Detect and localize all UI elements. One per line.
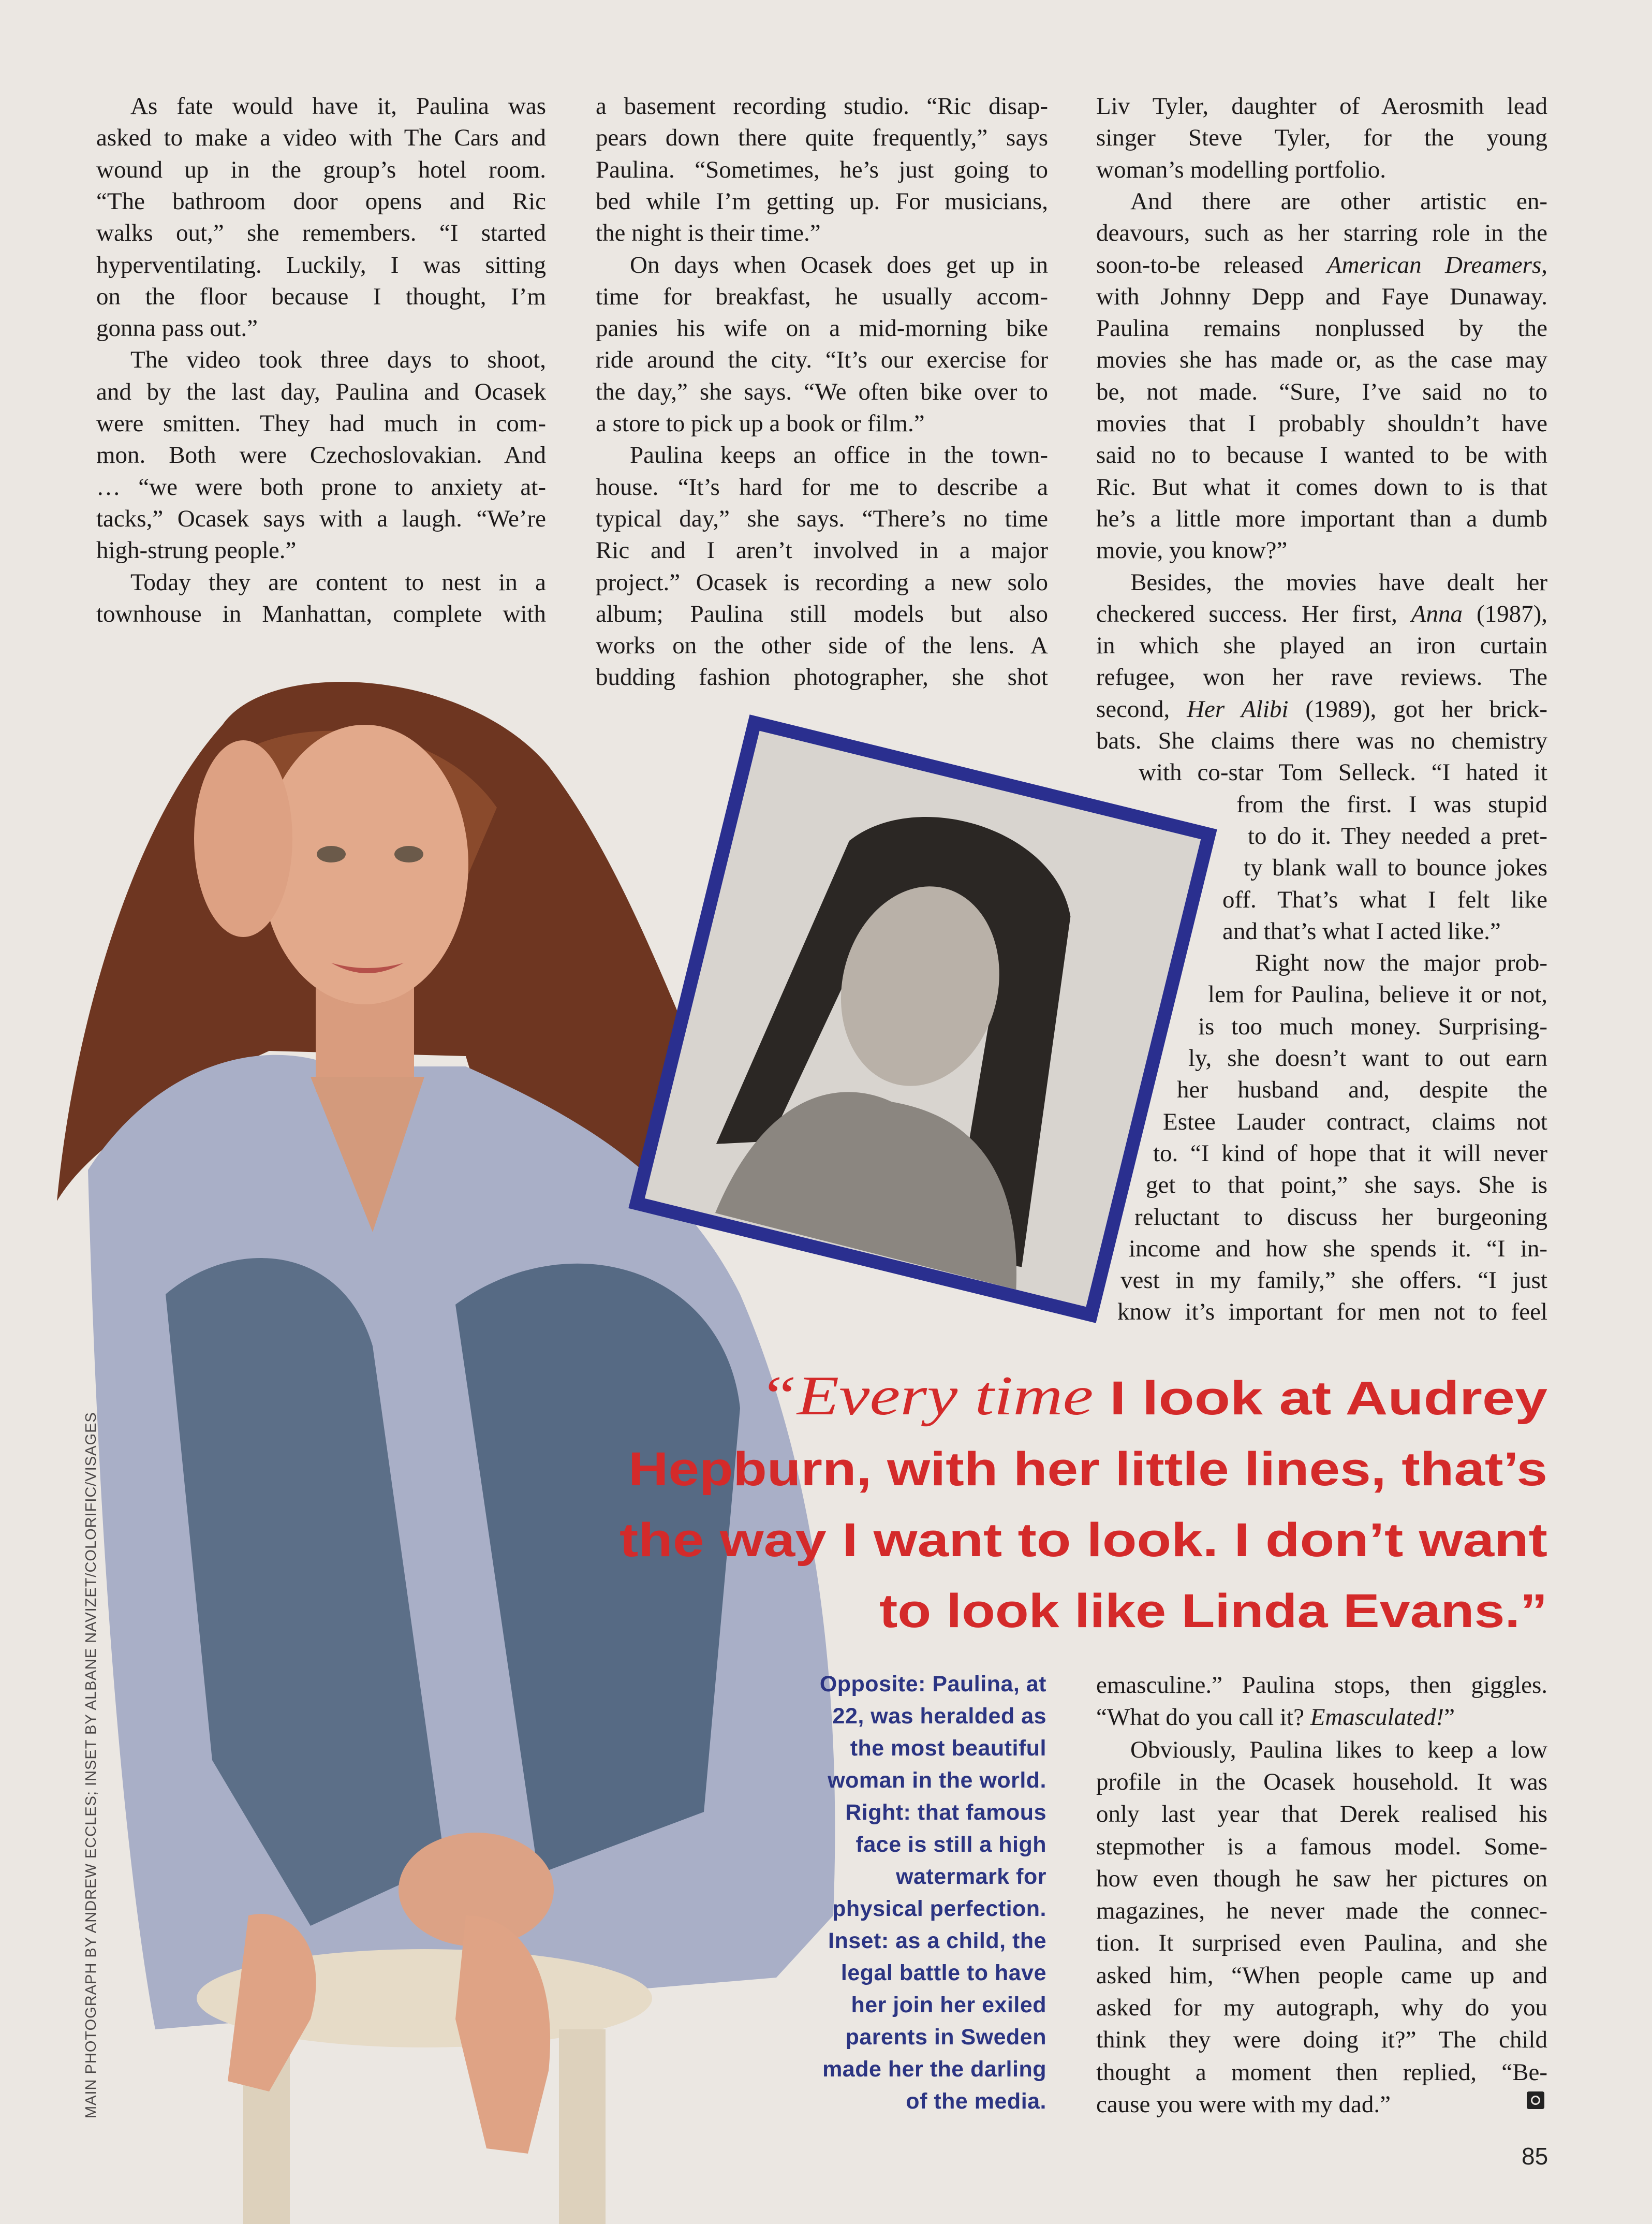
text-line: works on the other side of the lens. A xyxy=(596,632,1048,660)
caption-line: watermark for xyxy=(896,1864,1046,1889)
text-line: checkered success. Her first, Anna (1987), xyxy=(1096,600,1547,627)
text-line: movies that I probably shouldn’t have xyxy=(1096,410,1547,437)
text-line: And there are other artistic en- xyxy=(1130,187,1547,215)
text-line: ty blank wall to bounce jokes xyxy=(1244,854,1547,882)
text-line: hyperventilating. Luckily, I was sitting xyxy=(96,251,546,279)
text-line: refugee, won her rave reviews. The xyxy=(1096,664,1547,691)
caption-line: Right: that famous xyxy=(845,1800,1046,1825)
text-line: vest in my family,” she offers. “I just xyxy=(1120,1267,1547,1294)
text-line: and by the last day, Paulina and Ocasek xyxy=(96,378,546,405)
italic-title: Anna xyxy=(1411,600,1463,627)
text-line: to do it. They needed a pret- xyxy=(1248,822,1547,850)
caption-line: parents in Sweden xyxy=(845,2025,1046,2050)
text-line: know it’s important for men not to feel xyxy=(1117,1298,1547,1326)
text-line: typical day,” she says. “There’s no time xyxy=(596,505,1048,532)
caption-line: woman in the world. xyxy=(828,1768,1046,1793)
text-line: Besides, the movies have dealt her xyxy=(1130,568,1547,596)
text-line: movies she has made or, as the case may xyxy=(1096,346,1547,374)
caption-line: legal battle to have xyxy=(840,1960,1046,1985)
text-line: As fate would have it, Paulina was xyxy=(130,93,546,120)
text-line: asked for my autograph, why do you xyxy=(1096,1994,1547,2021)
text-line: “What do you call it? Emasculated!” xyxy=(1096,1704,1455,1731)
pull-quote-emphasis: “Every time xyxy=(759,1365,1030,1427)
text-line: walks out,” she remembers. “I started xyxy=(96,220,546,247)
text-line: asked to make a video with The Cars and xyxy=(96,124,546,152)
text-line: think they were doing it?” The child xyxy=(1096,2026,1547,2054)
text-line: from the first. I was stupid xyxy=(1236,791,1547,818)
text-line: “The bathroom door opens and Ric xyxy=(96,187,546,215)
text-line: with Johnny Depp and Faye Dunaway. xyxy=(1096,283,1547,310)
text-line: Liv Tyler, daughter of Aerosmith lead xyxy=(1096,93,1547,120)
text-line: Estee Lauder contract, claims not xyxy=(1163,1108,1547,1135)
text-line: he’s a little more important than a dumb xyxy=(1096,505,1547,532)
page-number: 85 xyxy=(1522,2143,1548,2170)
text-line: her husband and, despite the xyxy=(1177,1076,1547,1104)
caption-line: face is still a high xyxy=(856,1832,1046,1857)
text-line: reluctant to discuss her burgeoning xyxy=(1134,1203,1547,1231)
text-line: budding fashion photographer, she shot xyxy=(596,664,1048,691)
text-line: a basement recording studio. “Ric disap- xyxy=(596,93,1048,120)
caption-line: Opposite: Paulina, at xyxy=(819,1672,1046,1696)
text-line: pears down there quite frequently,” says xyxy=(596,124,1048,152)
text-line: off. That’s what I felt like xyxy=(1222,886,1547,913)
text-line: cause you were with my dad.” xyxy=(1096,2090,1391,2118)
text-line: said no to because I wanted to be with xyxy=(1096,442,1547,469)
text-line: magazines, he never made the connec- xyxy=(1096,1897,1547,1925)
face xyxy=(261,725,468,1004)
caption-line: 22, was heralded as xyxy=(832,1704,1046,1729)
text-line: Ric and I aren’t involved in a major xyxy=(596,537,1048,564)
text-line: the day,” she says. “We often bike over to xyxy=(596,378,1048,405)
text-line: … “we were both prone to anxiety at- xyxy=(96,473,546,501)
text-line: in which she played an iron curtain xyxy=(1096,632,1547,660)
pull-quote-line-2: Hepburn, with her little lines, that’s xyxy=(628,1443,1547,1496)
text-line: lem for Paulina, believe it or not, xyxy=(1208,981,1547,1008)
italic-title: Her Alibi xyxy=(1187,695,1289,723)
text-line: woman’s modelling portfolio. xyxy=(1096,156,1387,183)
text-line: panies his wife on a mid-morning bike xyxy=(596,315,1048,342)
text-line: Ric. But what it comes down to is that xyxy=(1096,473,1547,501)
text-line: tacks,” Ocasek says with a laugh. “We’re xyxy=(96,505,546,532)
text-line: movie, you know?” xyxy=(1096,537,1288,564)
text-line: a store to pick up a book or film.” xyxy=(596,410,925,437)
text-line: Obviously, Paulina likes to keep a low xyxy=(1130,1736,1547,1763)
italic-title: American Dreamers xyxy=(1326,251,1542,279)
pull-quote-line-3: the way I want to look. I don’t want xyxy=(620,1514,1547,1567)
text-line: project.” Ocasek is recording a new solo xyxy=(596,568,1048,596)
text-line: high-strung people.” xyxy=(96,537,297,564)
text-line: on the floor because I thought, I’m xyxy=(96,283,546,310)
caption-line: physical perfection. xyxy=(832,1896,1046,1921)
text-line: bats. She claims there was no chemistry xyxy=(1096,727,1547,754)
text-line: Paulina. “Sometimes, he’s just going to xyxy=(596,156,1048,183)
pull-quote-line-1-rest: I look at Audrey xyxy=(1093,1372,1462,1425)
caption-line: the most beautiful xyxy=(850,1736,1046,1761)
text-line: wound up in the group’s hotel room. xyxy=(96,156,546,183)
text-line: Right now the major prob- xyxy=(1255,949,1547,977)
text-line: is too much money. Surprising- xyxy=(1198,1013,1547,1040)
caption-line: made her the darling xyxy=(822,2057,1046,2082)
pull-quote-line-4: to look like Linda Evans.” xyxy=(879,1585,1547,1637)
photo-credit: MAIN PHOTOGRAPH BY ANDREW ECCLES; INSET BY ALBANE NAVIZET/COLORIFIC/VISAGES xyxy=(83,1412,99,2118)
text-line: asked him, “When people came up and xyxy=(1096,1962,1547,1989)
text-line: ly, she doesn’t want to out earn xyxy=(1188,1045,1547,1072)
italic-title: Emasculated! xyxy=(1310,1704,1444,1731)
caption-line: of the media. xyxy=(906,2089,1046,2114)
text-line: time for breakfast, he usually accom- xyxy=(596,283,1048,310)
text-line: ride around the city. “It’s our exercise for xyxy=(596,346,1048,374)
text-line: soon-to-be released American Dreamers, xyxy=(1096,251,1547,279)
text-line: how even though he saw her pictures on xyxy=(1096,1865,1547,1892)
text-line: get to that point,” she says. She is xyxy=(1146,1172,1547,1199)
text-line: the night is their time.” xyxy=(596,220,821,247)
text-line: and that’s what I acted like.” xyxy=(1222,917,1501,945)
text-line: only last year that Derek realised his xyxy=(1096,1801,1547,1828)
text-line: Paulina keeps an office in the town- xyxy=(630,442,1048,469)
text-line: tion. It surprised even Paulina, and she xyxy=(1096,1929,1547,1957)
text-line: income and how she spends it. “I in- xyxy=(1129,1235,1547,1262)
text-line: to. “I kind of hope that it will never xyxy=(1153,1139,1547,1167)
text-line: be, not made. “Sure, I’ve said no to xyxy=(1096,378,1547,405)
text-line: The video took three days to shoot, xyxy=(130,346,546,374)
text-line: stepmother is a famous model. Some- xyxy=(1096,1833,1547,1860)
text-line: with co-star Tom Selleck. “I hated it xyxy=(1139,759,1547,786)
text-line: mon. Both were Czechoslovakian. And xyxy=(96,442,546,469)
caption-line: her join her exiled xyxy=(851,1993,1046,2017)
hand-on-head xyxy=(194,740,292,937)
text-line: second, Her Alibi (1989), got her brick- xyxy=(1096,695,1547,723)
photo-caption xyxy=(787,1668,1046,2117)
text-line: profile in the Ocasek household. It was xyxy=(1096,1768,1547,1795)
caption-line: Inset: as a child, the xyxy=(828,1928,1046,1953)
text-line: Paulina remains nonplussed by the xyxy=(1096,315,1547,342)
text-line: emasculine.” Paulina stops, then giggles. xyxy=(1096,1672,1547,1699)
inset-photograph xyxy=(637,723,1209,1315)
text-line: house. “It’s hard for me to describe a xyxy=(596,473,1048,501)
text-line: On days when Ocasek does get up in xyxy=(630,251,1048,279)
text-line: singer Steve Tyler, for the young xyxy=(1096,124,1547,152)
text-line: album; Paulina still models but also xyxy=(596,600,1048,627)
end-of-article-mark-icon xyxy=(1527,2091,1544,2109)
text-line: townhouse in Manhattan, complete with xyxy=(96,600,546,627)
text-line: were smitten. They had much in com- xyxy=(96,410,546,437)
text-line: thought a moment then replied, “Be- xyxy=(1096,2058,1547,2086)
text-line: bed while I’m getting up. For musicians, xyxy=(596,187,1048,215)
text-line: deavours, such as her starring role in the xyxy=(1096,220,1547,247)
text-line: gonna pass out.” xyxy=(96,315,258,342)
text-line: Today they are content to nest in a xyxy=(130,568,546,596)
